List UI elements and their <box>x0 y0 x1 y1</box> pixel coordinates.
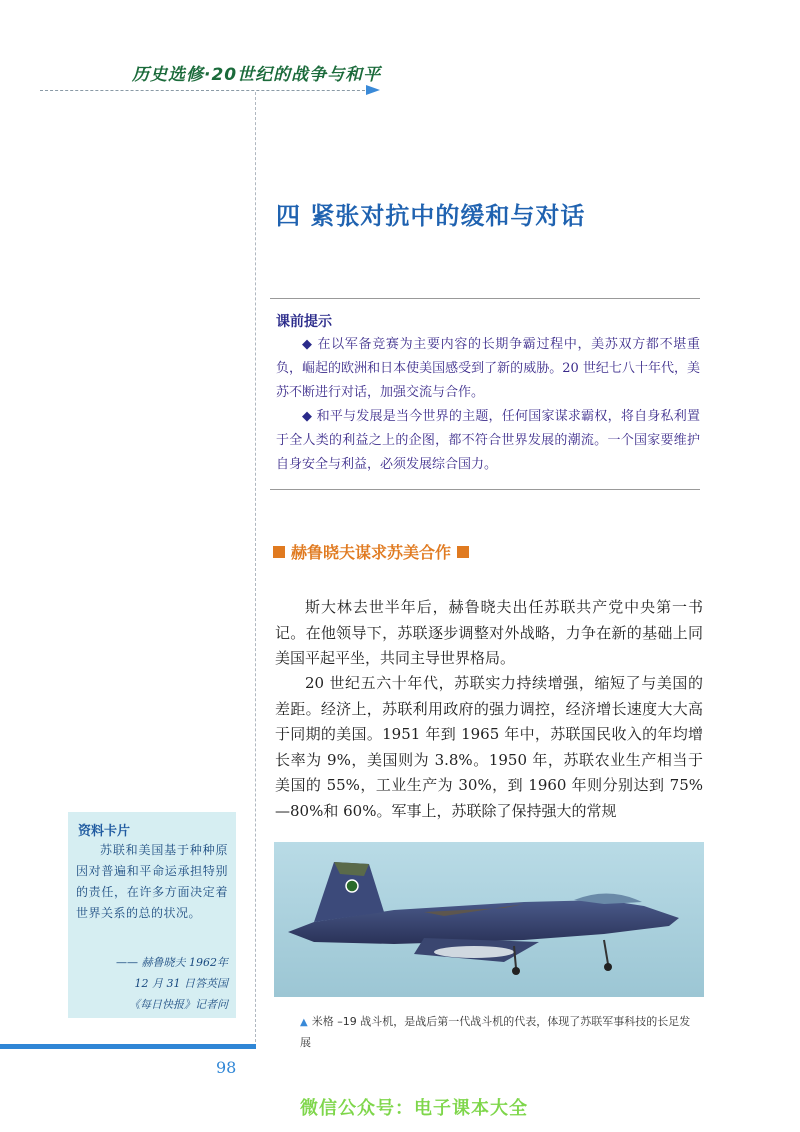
header-arrow-icon <box>366 85 380 95</box>
card-body: 苏联和美国基于种种原因对普遍和平命运承担特别的责任，在许多方面决定着世界关系的总的状况。 <box>76 843 228 920</box>
pre-class-hint-box <box>270 298 700 490</box>
hint-title: 课前提示 <box>276 314 332 330</box>
margin-divider <box>255 92 256 1042</box>
triangle-marker-icon: ▲ <box>300 1017 308 1028</box>
header-divider <box>40 90 370 91</box>
hint-paragraph <box>276 405 700 477</box>
page-number: 98 <box>216 1058 237 1077</box>
card-source-line: 《每日快报》记者问 <box>129 998 228 1011</box>
figure-caption-text: 米格 –19 战斗机，是战后第一代战斗机的代表，体现了苏联军事科技的长足发展 <box>300 1015 691 1049</box>
card-source-line: 12 月 31 日答英国 <box>134 977 228 990</box>
card-title: 资料卡片 <box>78 824 131 839</box>
fighter-jet-icon <box>274 842 704 997</box>
square-bullet-icon <box>273 546 285 558</box>
data-card <box>68 812 236 1018</box>
body-paragraph: 斯大林去世半年后，赫鲁晓夫出任苏联共产党中央第一书记。在他领导下，苏联逐步调整对外战略，力争在新的基础上同美国平起平坐，共同主导世界格局。 <box>275 598 703 667</box>
mig19-photo <box>274 842 704 997</box>
hint-paragraph-text: 在以军备竞赛为主要内容的长期争霸过程中，美苏双方都不堪重负，崛起的欧洲和日本使美国感受到了新的威胁。20 世纪七八十年代，美苏不断进行对话，加强交流与合作。 <box>276 337 700 400</box>
diamond-bullet-icon: ◆ <box>302 337 318 352</box>
figure-caption <box>300 1012 700 1053</box>
square-bullet-icon <box>457 546 469 558</box>
card-source-line: —— 赫鲁晓夫 1962年 <box>116 956 228 969</box>
card-source <box>76 952 228 1015</box>
watermark: 微信公众号：电子课本大全 <box>300 1098 528 1119</box>
diamond-bullet-icon: ◆ <box>302 409 317 424</box>
footer-bar <box>0 1044 256 1049</box>
chapter-title: 四 紧张对抗中的缓和与对话 <box>276 202 586 230</box>
hint-paragraph <box>276 333 700 405</box>
section-heading-text: 赫鲁晓夫谋求苏美合作 <box>291 543 452 562</box>
header-title: 历史选修·20世纪的战争与和平 <box>132 65 382 85</box>
section-heading <box>273 540 469 563</box>
hint-paragraph-text: 和平与发展是当今世界的主题，任何国家谋求霸权，将自身私利置于全人类的利益之上的企图，都不符合世界发展的潮流。一个国家要维护自身安全与利益，必须发展综合国力。 <box>276 409 700 472</box>
body-paragraph: 20 世纪五六十年代，苏联实力持续增强，缩短了与美国的差距。经济上，苏联利用政府的强力调控，经济增长速度大大高于同期的美国。1951 年到 1965 年中，苏联国民收入的年均增长率为 9%，美国则为 3.8%。1950 年，苏联农业生产相当于美国的 55%，工业生产为 30%，到 1960 年则分别达到 75%—80%和 60%。军事上，苏联除了保持强大的常规 <box>275 674 703 820</box>
